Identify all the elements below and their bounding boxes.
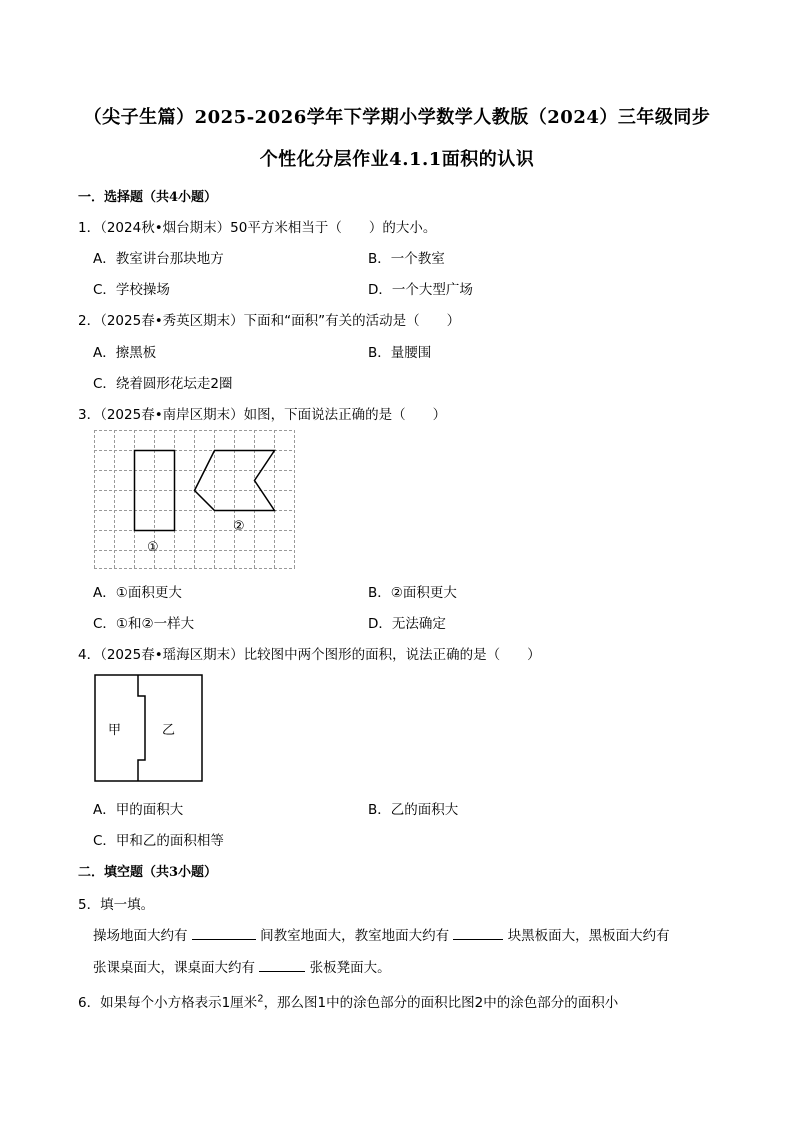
document-title-line1: （尖子生篇）2025-2026学年下学期小学数学人教版（2024）三年级同步 xyxy=(83,107,711,128)
question-3-stem: 3．（2025春•南岸区期末）如图，下面说法正确的是（ ） xyxy=(78,407,447,423)
question-3-option-d: D．无法确定 xyxy=(368,616,446,632)
question-3-option-a: A．①面积更大 xyxy=(93,585,182,601)
question-1-option-b: B．一个教室 xyxy=(368,251,445,267)
question-2-option-a: A．擦黑板 xyxy=(93,345,157,361)
question-4-figure xyxy=(94,674,204,784)
answer-blank[interactable] xyxy=(259,959,305,972)
question-5-stem: 5．填一填。 xyxy=(78,897,155,913)
question-4-option-c: C．甲和乙的面积相等 xyxy=(93,833,224,849)
question-5-line-1 xyxy=(93,924,670,944)
question-2-option-c: C．绕着圆形花坛走2圈 xyxy=(93,376,233,392)
question-1-option-c: C．学校操场 xyxy=(93,282,170,298)
document-title-line2: 个性化分层作业4.1.1面积的认识 xyxy=(259,149,535,170)
answer-blank[interactable] xyxy=(453,927,503,940)
question-3-option-b: B．②面积更大 xyxy=(368,585,457,601)
q5-text-2: 间教室地面大，教室地面大约有 xyxy=(260,928,450,944)
question-1-stem: 1．（2024秋•烟台期末）50平方米相当于（ ）的大小。 xyxy=(78,220,437,236)
question-6-stem xyxy=(78,991,618,1011)
q5-text-4: 张课桌面大，课桌面大约有 xyxy=(93,960,255,976)
question-3-grid-figure xyxy=(94,430,296,570)
question-4-stem: 4．（2025春•瑶海区期末）比较图中两个图形的面积，说法正确的是（ ） xyxy=(78,647,541,663)
question-1-option-a: A．教室讲台那块地方 xyxy=(93,251,224,267)
question-3-option-c: C．①和②一样大 xyxy=(93,616,195,632)
shape-1-label: ① xyxy=(147,540,159,555)
question-5-line-2 xyxy=(93,956,391,976)
q6-text-1: 6．如果每个小方格表示1厘米 xyxy=(78,995,258,1011)
q6-superscript: 2 xyxy=(257,993,264,1005)
section-heading-fill: 二．填空题（共3小题） xyxy=(78,865,218,880)
label-jia: 甲 xyxy=(108,723,122,738)
question-4-option-b: B．乙的面积大 xyxy=(368,802,459,818)
question-4-option-a: A．甲的面积大 xyxy=(93,802,184,818)
q5-text-3: 块黑板面大，黑板面大约有 xyxy=(507,928,670,944)
section-heading-choice: 一．选择题（共4小题） xyxy=(78,190,218,205)
question-2-stem: 2．（2025春•秀英区期末）下面和“面积”有关的活动是（ ） xyxy=(78,313,461,329)
shape-2-label: ② xyxy=(233,519,245,534)
q5-text-5: 张板凳面大。 xyxy=(309,960,391,976)
label-yi: 乙 xyxy=(162,723,176,738)
q5-text-1: 操场地面大约有 xyxy=(93,928,188,944)
answer-blank[interactable] xyxy=(192,927,256,940)
question-2-option-b: B．量腰围 xyxy=(368,345,432,361)
q6-text-2: ，那么图1中的涂色部分的面积比图2中的涂色部分的面积小 xyxy=(263,995,619,1011)
question-1-option-d: D．一个大型广场 xyxy=(368,282,473,298)
